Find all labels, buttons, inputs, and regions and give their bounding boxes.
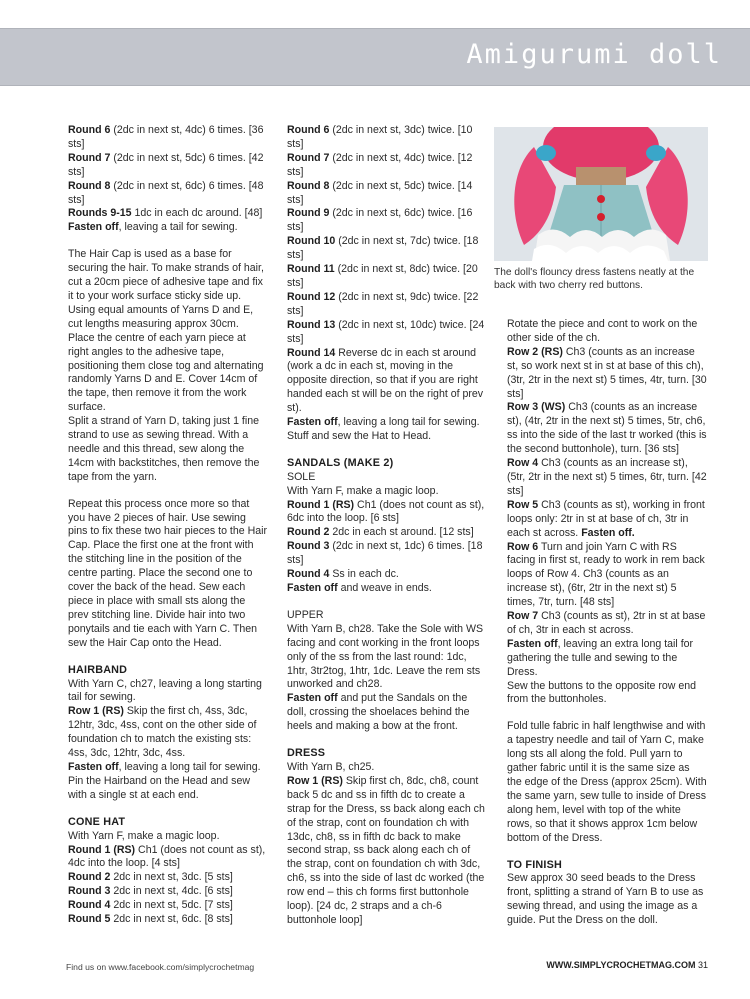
- instruction-block: With Yarn C, ch27, leaving a long starting tail for sewing. Row 1 (RS) Skip the first ch, 4ss, 3dc, 12htr, 3dc, 4ss, cont on the other side of foundation ch to match the existing sts: 4ss, 3dc, 12htr, 3dc, 4ss. Fasten off, leaving a long tail for sewing. Pin the Hairband on the Head and sew with a single st at each end.: [68, 677, 262, 801]
- instruction-block: UPPER With Yarn B, ch28. Take the Sole with WS facing and cont working in the front loops only of the ss from the last round: 1dc, 1htr, 3tr2tog, 1htr, 1dc. Leave the rem sts unworked and ch28. Fasten off and put the Sandals on the doll, crossing the shoelaces behind the heels and making a bow at the front.: [287, 608, 484, 733]
- column-2: [287, 124, 487, 941]
- photo-caption: The doll's flouncy dress fastens neatly at the back with two cherry red buttons.: [494, 267, 695, 291]
- instruction-block: Round 6 (2dc in next st, 3dc) twice. [10 sts] Round 7 (2dc in next st, 4dc) twice. [12 sts] Round 8 (2dc in next st, 5dc) twice. [14 sts] Round 9 (2dc in next st, 6dc) twice. [16 sts] Round 10 (2dc in next st, 7dc) twice. [18 sts] Round 11 (2dc in next st, 8dc) twice. [20 sts] Round 12 (2dc in next st, 9dc) twice. [22 sts] Round 13 (2dc in next st, 10dc) twice. [24 sts] Round 14 Reverse dc in each st around (work a dc in each st, moving in the opposite direction, so that if you are right handed each st will be on the right of prev st). Fasten off, leaving a long tail for sewing. Stuff and sew the Hat to Head.: [287, 124, 485, 442]
- footer-facebook-link[interactable]: Find us on www.facebook.com/simplycrochetmag: [66, 962, 255, 972]
- subheading-upper: UPPER: [287, 608, 324, 621]
- page-number: 31: [695, 960, 708, 970]
- footer-site-url[interactable]: WWW.SIMPLYCROCHETMAG.COM: [546, 960, 696, 970]
- hair-paragraph: Repeat this process once more so that you have 2 pieces of hair. Use sewing pins to fix these two hair pieces to the Hair Cap. Place the first one at the front with the stitching line in the position of the centre parting. Place the second one to cover the back of the head. Sew each piece in place with small sts along the prev stitching line. Divide hair into two ponytails and tie each with Yarn C. Then sew the Hair Cap onto the Head.: [68, 497, 268, 649]
- tulle-paragraph: Fold tulle fabric in half lengthwise and with a tapestry needle and tail of Yarn C, make long sts all along the fold. Pull yarn to gather fabric until it is the same size as the edge of the Dress (approx 25cm). With the same yarn, sew tulle to inside of Dress along hem, level with top of the white rows, so that it shows approx 1cm below bottom of the Dress.: [507, 720, 707, 844]
- section-heading-to-finish: TO FINISH: [507, 858, 562, 871]
- section-heading-hairband: HAIRBAND: [68, 663, 128, 676]
- instruction-block: Rotate the piece and cont to work on the other side of the ch. Row 2 (RS) Ch3 (counts as an increase st, so work next st in st at base of this ch), (3tr, 2tr in the next st) 5 times, 4tr, turn. [30 sts] Row 3 (WS) Ch3 (counts as an increase st), (4tr, 2tr in the next st) 5 times, 5tr, ch6, ss into the side of the last tr worked (this is the second buttonhole), turn. [36 sts] Row 4 Ch3 (counts as an increase st), (5tr, 2tr in the next st) 5 times, 6tr, turn. [42 sts] Row 5 Ch3 (counts as st), working in front loops only: 2tr in st at base of ch, 3tr in each st across. Fasten off. Row 6 Turn and join Yarn C with RS facing in first st, ready to work in rem back loops of Row 4. Ch3 (counts as an increase st), (6tr, 2tr in the next st) 5 times, 7tr, turn. [48 sts] Row 7 Ch3 (counts as st), 2tr in st at base of ch, 3tr in each st across. Fasten off, leaving an extra long tail for gathering the tulle and sewing to the Dress. Sew the buttons to the opposite row end from the buttonholes.: [507, 318, 707, 706]
- page-title: Amigurumi doll: [466, 39, 722, 70]
- section-heading-sandals: SANDALS (MAKE 2): [287, 456, 394, 469]
- section-heading-cone-hat: CONE HAT: [68, 815, 126, 828]
- title-banner: [0, 28, 750, 86]
- doll-photo: [494, 127, 708, 261]
- footer-site: [546, 960, 708, 970]
- fasten-off-line: Fasten off, leaving a tail for sewing.: [68, 221, 238, 234]
- column-3: [507, 318, 707, 941]
- instruction-block: Sew approx 30 seed beads to the Dress front, splitting a strand of Yarn B to use as sewing thread, and using the image as a guide. Put the Dress on the doll.: [507, 872, 704, 927]
- subheading-sole: SOLE: [287, 470, 316, 483]
- round-line: Rounds 9-15 1dc in each dc around. [48]: [68, 207, 263, 220]
- hair-paragraph: The Hair Cap is used as a base for securing the hair. To make strands of hair, cut a 20cm piece of adhesive tape and fix it to your work surface sticky side up. Using equal amounts of Yarns D and E, cut lengths measuring approx 30cm. Place the centre of each yarn piece at right angles to the adhesive tape, positioning them close tog and alternating randomly Yarns D and E. Cover 14cm of the tape, then remove it from the work surface.: [68, 248, 264, 414]
- instruction-block: With Yarn B, ch25. Row 1 (RS) Skip first ch, 8dc, ch8, count back 5 dc and ss in fifth dc to create a strap for the Dress, ss back along each ch of the strap, cont on foundation ch with 13dc, ch8, ss in fifth dc back to make second strap, ss back along each ch of the strap, cont on foundation ch with 3dc, ch6, ss into the side of last dc worked (the row end – this ch forms first buttonhole loop). [24 dc, 2 straps and a ch-6 buttonhole loop]: [287, 760, 485, 926]
- instruction-block: [68, 124, 268, 235]
- instruction-block: With Yarn F, make a magic loop. Round 1 (RS) Ch1 (does not count as st), 4dc into the loop. [4 sts] Round 2 2dc in next st, 3dc. [5 sts] Round 3 2dc in next st, 4dc. [6 sts] Round 4 2dc in next st, 5dc. [7 sts] Round 5 2dc in next st, 6dc. [8 sts]: [68, 829, 266, 926]
- section-heading-dress: DRESS: [287, 747, 326, 760]
- hair-paragraph: Split a strand of Yarn D, taking just 1 fine strand to use as sewing thread. With a needle and this thread, sew along the 14cm with backstitches, then remove the tape from the yarn.: [68, 415, 260, 483]
- instruction-block: SOLE With Yarn F, make a magic loop. Round 1 (RS) Ch1 (does not count as st), 6dc into the loop. [6 sts] Round 2 2dc in each st around. [12 sts] Round 3 (2dc in next st, 1dc) 6 times. [18 sts] Round 4 Ss in each dc. Fasten off and weave in ends.: [287, 470, 485, 594]
- round-line: Round 6 (2dc in next st, 4dc) 6 times. [36 sts]: [68, 124, 264, 150]
- column-1: [68, 124, 268, 940]
- round-line: Round 8 (2dc in next st, 6dc) 6 times. [48 sts]: [68, 179, 264, 206]
- doll-illustration: [494, 127, 708, 261]
- round-line: Round 7 (2dc in next st, 5dc) 6 times. [42 sts]: [68, 151, 264, 178]
